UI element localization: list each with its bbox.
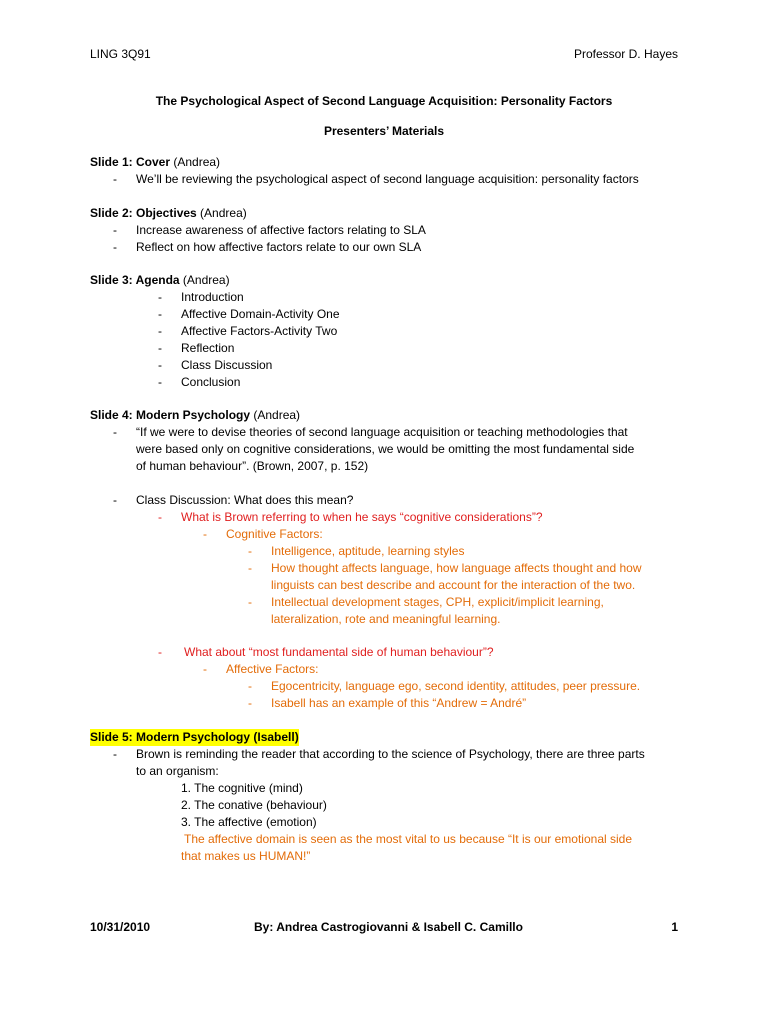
- footer-authors: By: Andrea Castrogiovanni & Isabell C. Camillo: [254, 920, 523, 934]
- cognitive-item: Intelligence, aptitude, learning styles: [271, 544, 465, 558]
- course-code: LING 3Q91: [90, 47, 151, 61]
- bullet-dash: -: [158, 510, 162, 524]
- footer-date: 10/31/2010: [90, 920, 151, 934]
- slide2-item: Reflect on how affective factors relate to our own SLA: [136, 240, 422, 254]
- cognitive-item: lateralization, rote and meaningful learning.: [271, 612, 501, 626]
- agenda-item: Affective Domain-Activity One: [181, 307, 340, 321]
- organism-part: 2. The conative (behaviour): [181, 798, 327, 812]
- bullet-dash: -: [158, 341, 162, 355]
- bullet-dash: -: [158, 375, 162, 389]
- slide1-item: We’ll be reviewing the psychological aspect of second language acquisition: personality factors: [136, 172, 639, 186]
- bullet-dash: -: [113, 172, 117, 186]
- cognitive-heading: Cognitive Factors:: [226, 527, 323, 541]
- bullet-dash: -: [203, 662, 207, 676]
- footer-page-number: 1: [671, 920, 678, 934]
- organism-part: 3. The affective (emotion): [181, 815, 317, 829]
- slide3-heading: Slide 3: Agenda (Andrea): [90, 273, 230, 287]
- quote-line: “If we were to devise theories of second language acquisition or teaching methodologies that: [136, 425, 628, 439]
- document-title: The Psychological Aspect of Second Language Acquisition: Personality Factors: [155, 94, 613, 108]
- affective-note: The affective domain is seen as the most vital to us because “It is our emotional side: [184, 832, 633, 846]
- agenda-item: Introduction: [181, 290, 244, 304]
- bullet-dash: -: [113, 240, 117, 254]
- affective-note: that makes us HUMAN!”: [181, 849, 311, 863]
- slide1-heading: Slide 1: Cover (Andrea): [90, 155, 221, 169]
- document-subtitle: Presenters’ Materials: [323, 124, 445, 138]
- slide5-text: Brown is reminding the reader that according to the science of Psychology, there are three parts: [136, 747, 645, 761]
- agenda-item: Reflection: [181, 341, 235, 355]
- bullet-dash: -: [158, 290, 162, 304]
- slide4-heading: Slide 4: Modern Psychology (Andrea): [90, 408, 301, 422]
- bullet-dash: -: [158, 358, 162, 372]
- professor-name: Professor D. Hayes: [573, 47, 678, 61]
- bullet-dash: -: [158, 324, 162, 338]
- affective-heading: Affective Factors:: [226, 662, 319, 676]
- question-affective: What about “most fundamental side of human behaviour”?: [184, 645, 494, 659]
- bullet-dash: -: [248, 679, 252, 693]
- affective-item: Egocentricity, language ego, second identity, attitudes, peer pressure.: [271, 679, 641, 693]
- agenda-item: Conclusion: [181, 375, 241, 389]
- bullet-dash: -: [203, 527, 207, 541]
- bullet-dash: -: [248, 561, 252, 575]
- bullet-dash: -: [158, 645, 162, 659]
- slide5-text: to an organism:: [136, 764, 219, 778]
- bullet-dash: -: [113, 493, 117, 507]
- bullet-dash: -: [113, 223, 117, 237]
- bullet-dash: -: [158, 307, 162, 321]
- bullet-dash: -: [248, 544, 252, 558]
- question-cognitive: What is Brown referring to when he says “cognitive considerations”?: [181, 510, 543, 524]
- bullet-dash: -: [248, 595, 252, 609]
- bullet-dash: -: [113, 747, 117, 761]
- cognitive-item: How thought affects language, how language affects thought and how: [271, 561, 642, 575]
- quote-line: were based only on cognitive considerations, we would be omitting the most fundamental side: [136, 442, 635, 456]
- slide2-heading: Slide 2: Objectives (Andrea): [90, 206, 247, 220]
- class-discussion: Class Discussion: What does this mean?: [136, 493, 354, 507]
- cognitive-item: Intellectual development stages, CPH, explicit/implicit learning,: [271, 595, 604, 609]
- slide5-heading: Slide 5: Modern Psychology (Isabell): [90, 730, 299, 744]
- bullet-dash: -: [113, 425, 117, 439]
- bullet-dash: -: [248, 696, 252, 710]
- agenda-item: Class Discussion: [181, 358, 273, 372]
- agenda-item: Affective Factors-Activity Two: [181, 324, 338, 338]
- quote-line: of human behaviour”. (Brown, 2007, p. 152): [136, 459, 369, 473]
- cognitive-item: linguists can best describe and account for the interaction of the two.: [271, 578, 636, 592]
- affective-item: Isabell has an example of this “Andrew = André”: [271, 696, 527, 710]
- slide2-item: Increase awareness of affective factors relating to SLA: [136, 223, 426, 237]
- organism-part: 1. The cognitive (mind): [181, 781, 303, 795]
